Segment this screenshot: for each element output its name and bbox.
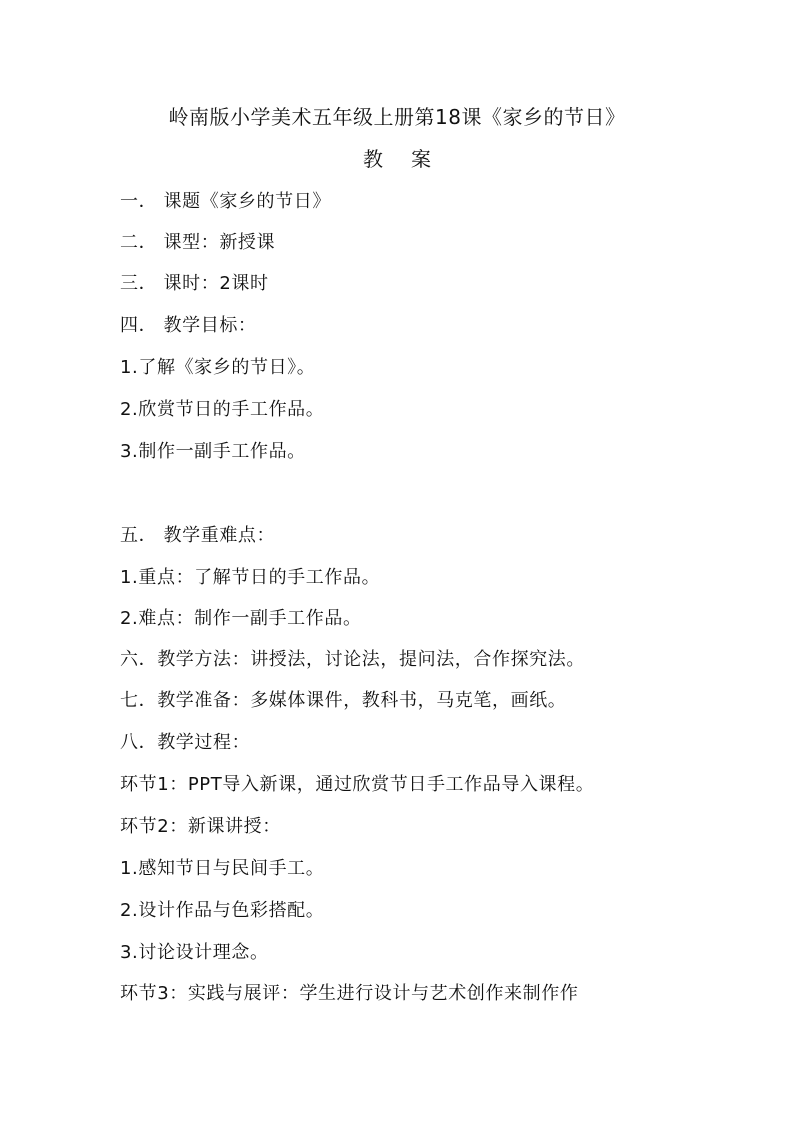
section-methods: 六．教学方法：讲授法，讨论法，提问法，合作探究法。	[120, 649, 585, 670]
process-step-2: 环节2：新课讲授：	[120, 816, 281, 837]
objective-item-2: 2.欣赏节日的手工作品。	[120, 399, 325, 420]
section-process-heading: 八．教学过程：	[120, 732, 251, 753]
section-lesson-type: 二． 课型：新授课	[120, 232, 276, 253]
key-point-item-1: 1.重点：了解节日的手工作品。	[120, 567, 381, 588]
key-point-item-2: 2.难点：制作一副手工作品。	[120, 608, 362, 629]
document-title: 岭南版小学美术五年级上册第18课《家乡的节日》	[168, 105, 626, 129]
process-step-2-item-3: 3.讨论设计理念。	[120, 942, 269, 963]
process-step-2-item-1: 1.感知节日与民间手工。	[120, 858, 325, 879]
section-objectives-heading: 四． 教学目标：	[120, 315, 257, 336]
process-step-1: 环节1：PPT导入新课，通过欣赏节日手工作品导入课程。	[120, 774, 595, 795]
process-step-2-item-2: 2.设计作品与色彩搭配。	[120, 900, 325, 921]
process-step-3: 环节3：实践与展评：学生进行设计与艺术创作来制作作	[120, 983, 579, 1004]
objective-item-1: 1.了解《家乡的节日》。	[120, 357, 316, 378]
objective-item-3: 3.制作一副手工作品。	[120, 441, 306, 462]
section-preparation: 七．教学准备：多媒体课件，教科书，马克笔，画纸。	[120, 690, 567, 711]
section-class-hours: 三． 课时：2课时	[120, 273, 269, 294]
section-topic: 一． 课题《家乡的节日》	[120, 191, 331, 212]
document-subtitle: 教案	[363, 147, 459, 171]
section-key-points-heading: 五． 教学重难点：	[120, 525, 276, 546]
